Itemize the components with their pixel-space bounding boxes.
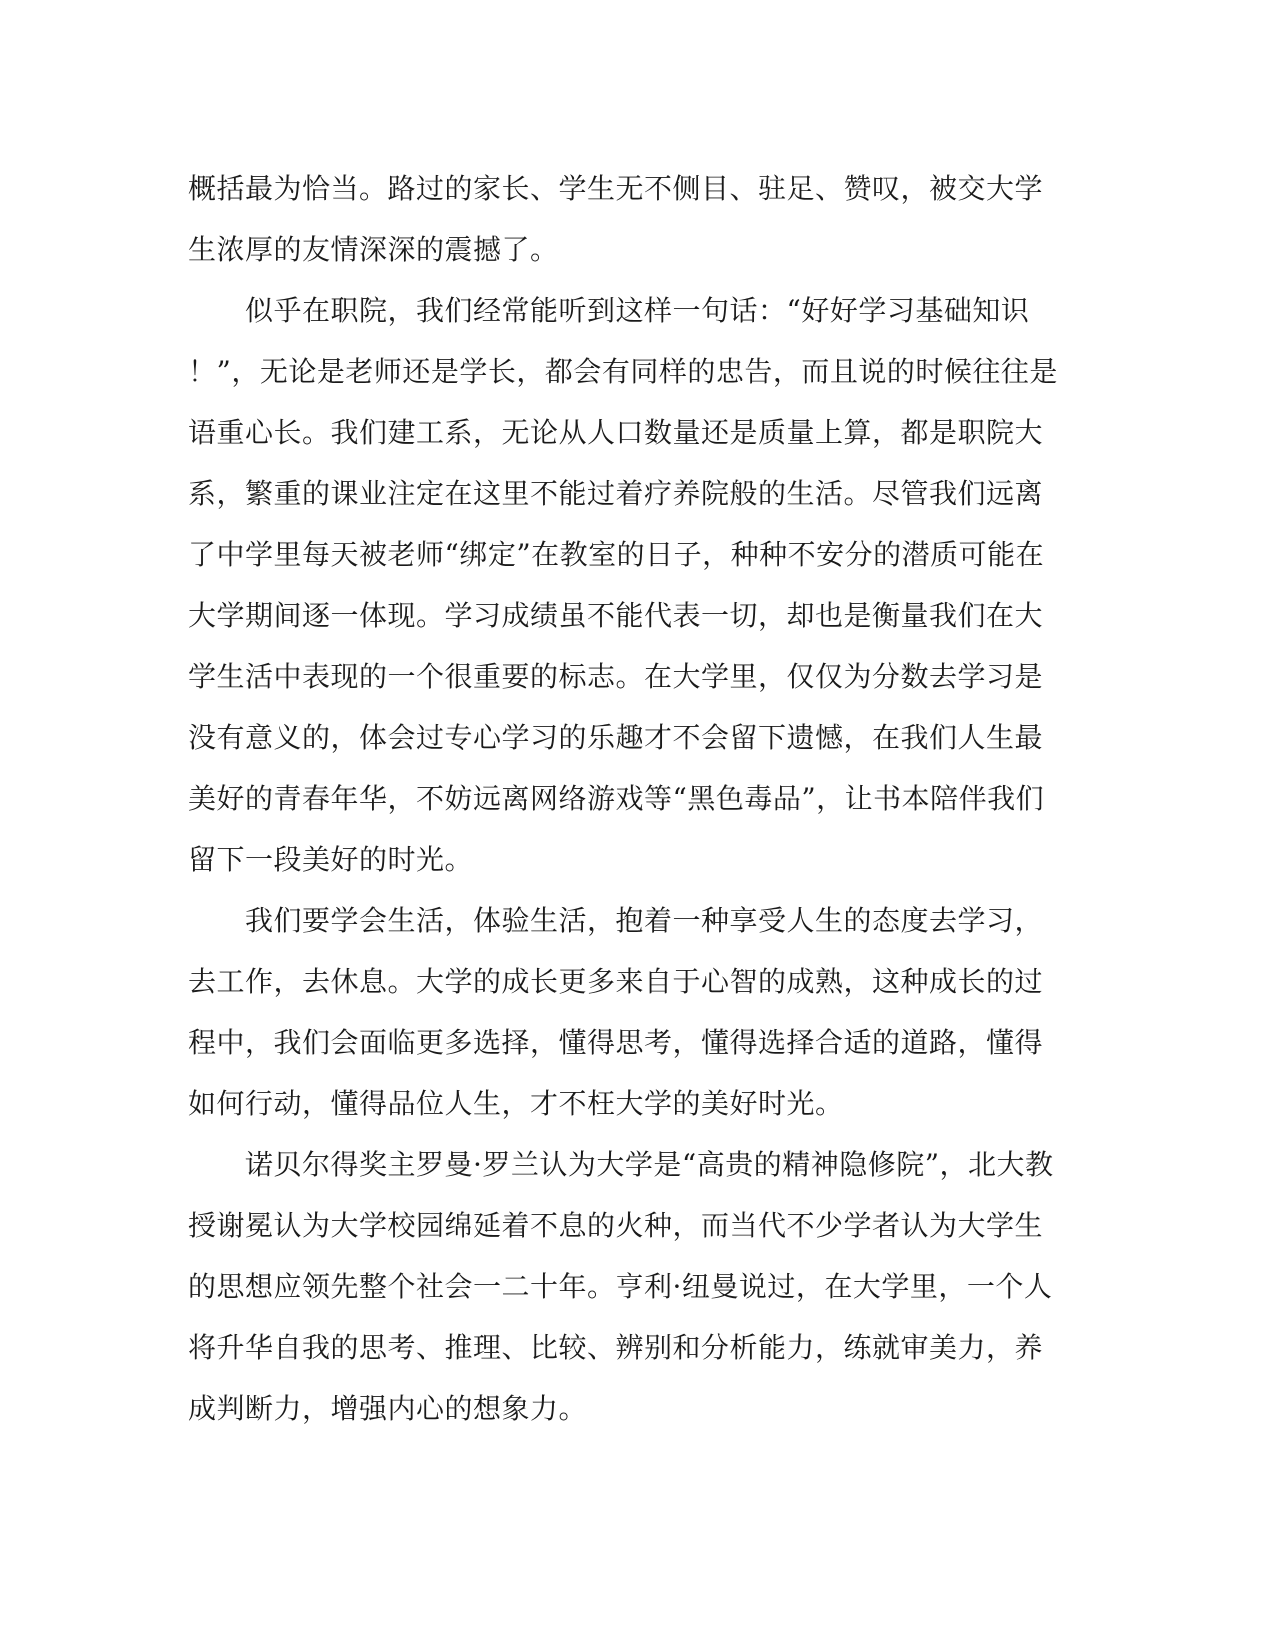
text-line: 似乎在职院，我们经常能听到这样一句话：“好好学习基础知识 [188,294,1030,327]
text-line: 美好的青春年华，不妨远离网络游戏等“黑色毒品”，让书本陪伴我们 [188,782,1045,815]
text-line: 授谢冕认为大学校园绵延着不息的火种，而当代不少学者认为大学生 [188,1209,1044,1242]
text-line: 概括最为恰当。路过的家长、学生无不侧目、驻足、赞叹，被交大学 [188,172,1044,205]
text-line: 我们要学会生活，体验生活，抱着一种享受人生的态度去学习， [188,904,1044,937]
text-line: 了中学里每天被老师“绑定”在教室的日子，种种不安分的潜质可能在 [188,538,1045,571]
text-line: 大学期间逐一体现。学习成绩虽不能代表一切，却也是衡量我们在大 [188,599,1044,632]
text-line: ！”，无论是老师还是学长，都会有同样的忠告，而且说的时候往往是 [188,355,1058,388]
text-line: 生浓厚的友情深深的震撼了。 [188,233,559,266]
text-line: 的思想应领先整个社会一二十年。亨利·纽曼说过，在大学里，一个人 [188,1270,1053,1303]
text-line: 系，繁重的课业注定在这里不能过着疗养院般的生活。尽管我们远离 [188,477,1044,510]
paragraph-3 [188,890,1088,1134]
text-line: 留下一段美好的时光。 [188,843,474,876]
text-line: 学生活中表现的一个很重要的标志。在大学里，仅仅为分数去学习是 [188,660,1044,693]
paragraph-1 [188,158,1088,280]
body-text [188,158,1088,1439]
text-line: 将升华自我的思考、推理、比较、辨别和分析能力，练就审美力，养 [188,1331,1044,1364]
text-line: 去工作，去休息。大学的成长更多来自于心智的成熟，这种成长的过 [188,965,1044,998]
text-line: 成判断力，增强内心的想象力。 [188,1392,588,1425]
text-line: 诺贝尔得奖主罗曼·罗兰认为大学是“高贵的精神隐修院”，北大教 [188,1148,1054,1181]
text-line: 语重心长。我们建工系，无论从人口数量还是质量上算，都是职院大 [188,416,1044,449]
text-line: 程中，我们会面临更多选择，懂得思考，懂得选择合适的道路，懂得 [188,1026,1044,1059]
paragraph-4 [188,1134,1088,1439]
text-line: 没有意义的，体会过专心学习的乐趣才不会留下遗憾，在我们人生最 [188,721,1044,754]
paragraph-2 [188,280,1088,890]
text-line: 如何行动，懂得品位人生，才不枉大学的美好时光。 [188,1087,844,1120]
